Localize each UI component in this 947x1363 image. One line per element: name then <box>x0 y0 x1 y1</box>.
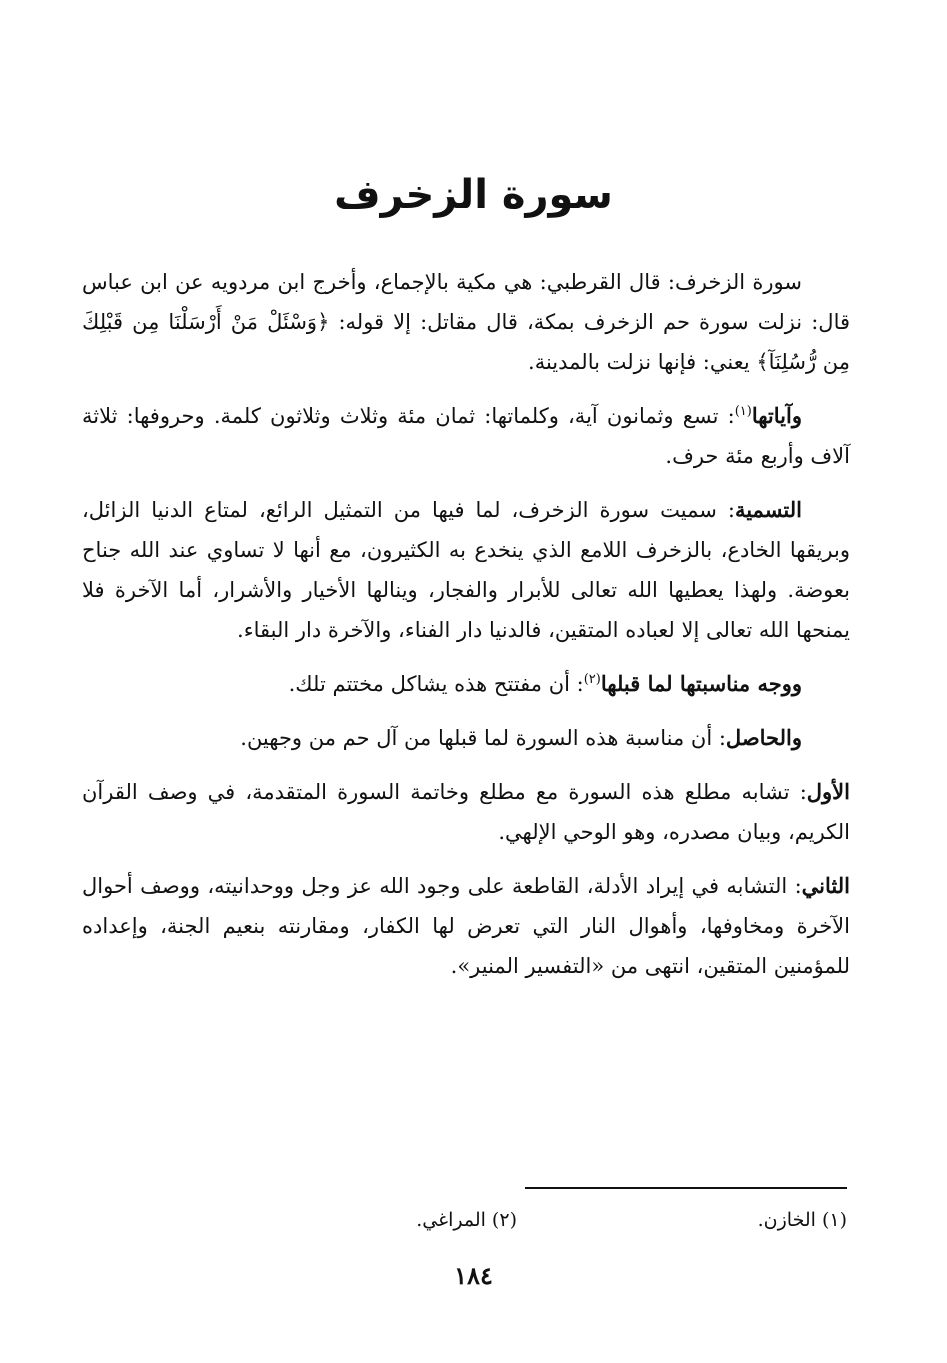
paragraph-text: : التشابه في إيراد الأدلة، القاطعة على وجود الله عز وجل ووحدانيته، ووصف أحوال الآخرة ومخاوفها، وأهوال النار التي تعرض لها الكفار، ومقارنته بنعيم الجنة، وإعداده للمؤمنين المتقين، انتهى من «التفسير المنير». <box>82 874 850 978</box>
first-point-paragraph <box>82 772 850 852</box>
footnote-2: (٢) المراغي. <box>416 1209 517 1231</box>
paragraph-lead: الثاني <box>801 873 850 898</box>
paragraph-lead: التسمية <box>734 497 802 522</box>
paragraph-text: : أن مفتتح هذه يشاكل مختتم تلك. <box>288 672 584 696</box>
paragraph-lead: ووجه مناسبتها لما قبلها <box>600 671 802 696</box>
summary-paragraph <box>82 718 850 758</box>
footnote-1: (١) الخازن. <box>757 1209 847 1231</box>
body-text <box>82 262 850 1000</box>
footnote-ref-2: (٢) <box>583 672 601 687</box>
paragraph-text: : تسع وثمانون آية، وكلماتها: ثمان مئة وثلاث وثلاثون كلمة. وحروفها: ثلاثة آلاف وأربع مئة حرف. <box>82 404 850 468</box>
intro-tail: يعني: فإنها نزلت بالمدينة. <box>528 350 757 374</box>
surah-title: سورة الزخرف <box>334 172 613 218</box>
footnote-ref-1: (١) <box>734 404 752 419</box>
intro-text: سورة الزخرف: قال القرطبي: هي مكية بالإجماع، وأخرج ابن مردويه عن ابن عباس قال: نزلت سورة حم الزخرف بمكة، قال مقاتل: إلا قوله: <box>82 270 851 334</box>
page-number: ١٨٤ <box>454 1261 493 1290</box>
paragraph-lead: والحاصل <box>725 725 802 750</box>
relation-paragraph <box>82 664 850 704</box>
second-point-paragraph <box>82 866 850 986</box>
paragraph-text: : تشابه مطلع هذه السورة مع مطلع وخاتمة السورة المتقدمة، في وصف القرآن الكريم، وبيان مصدره، وهو الوحي الإلهي. <box>82 780 850 844</box>
intro-paragraph <box>82 262 850 382</box>
paragraph-lead: الأول <box>806 779 850 804</box>
paragraph-text: : أن مناسبة هذه السورة لما قبلها من آل حم من وجهين. <box>240 726 726 750</box>
footnote-divider <box>525 1187 847 1189</box>
paragraph-text: : سميت سورة الزخرف، لما فيها من التمثيل الرائع، لمتاع الدنيا الزائل، وبريقها الخادع، بالزخرف اللامع الذي ينخدع به الكثيرون، مع أنها لا تساوي عند الله جناح بعوضة. ولهذا يعطيها الله تعالى للأبرار والفجار، وينالها الأخيار والأشرار، أما الآخرة فلا يمنحها الله تعالى إلا لعباده المتقين، فالدنيا دار الفناء، والآخرة دار البقاء. <box>82 498 850 642</box>
footnotes <box>187 1206 847 1234</box>
paragraph-lead: وآياتها <box>751 403 802 428</box>
verses-count-paragraph <box>82 396 850 476</box>
naming-paragraph <box>82 490 850 650</box>
quran-verse: ﴿وَسْئَلْ مَنْ أَرْسَلْنَا مِن قَبْلِكَ مِن رُّسُلِنَآ﴾ <box>82 310 850 374</box>
